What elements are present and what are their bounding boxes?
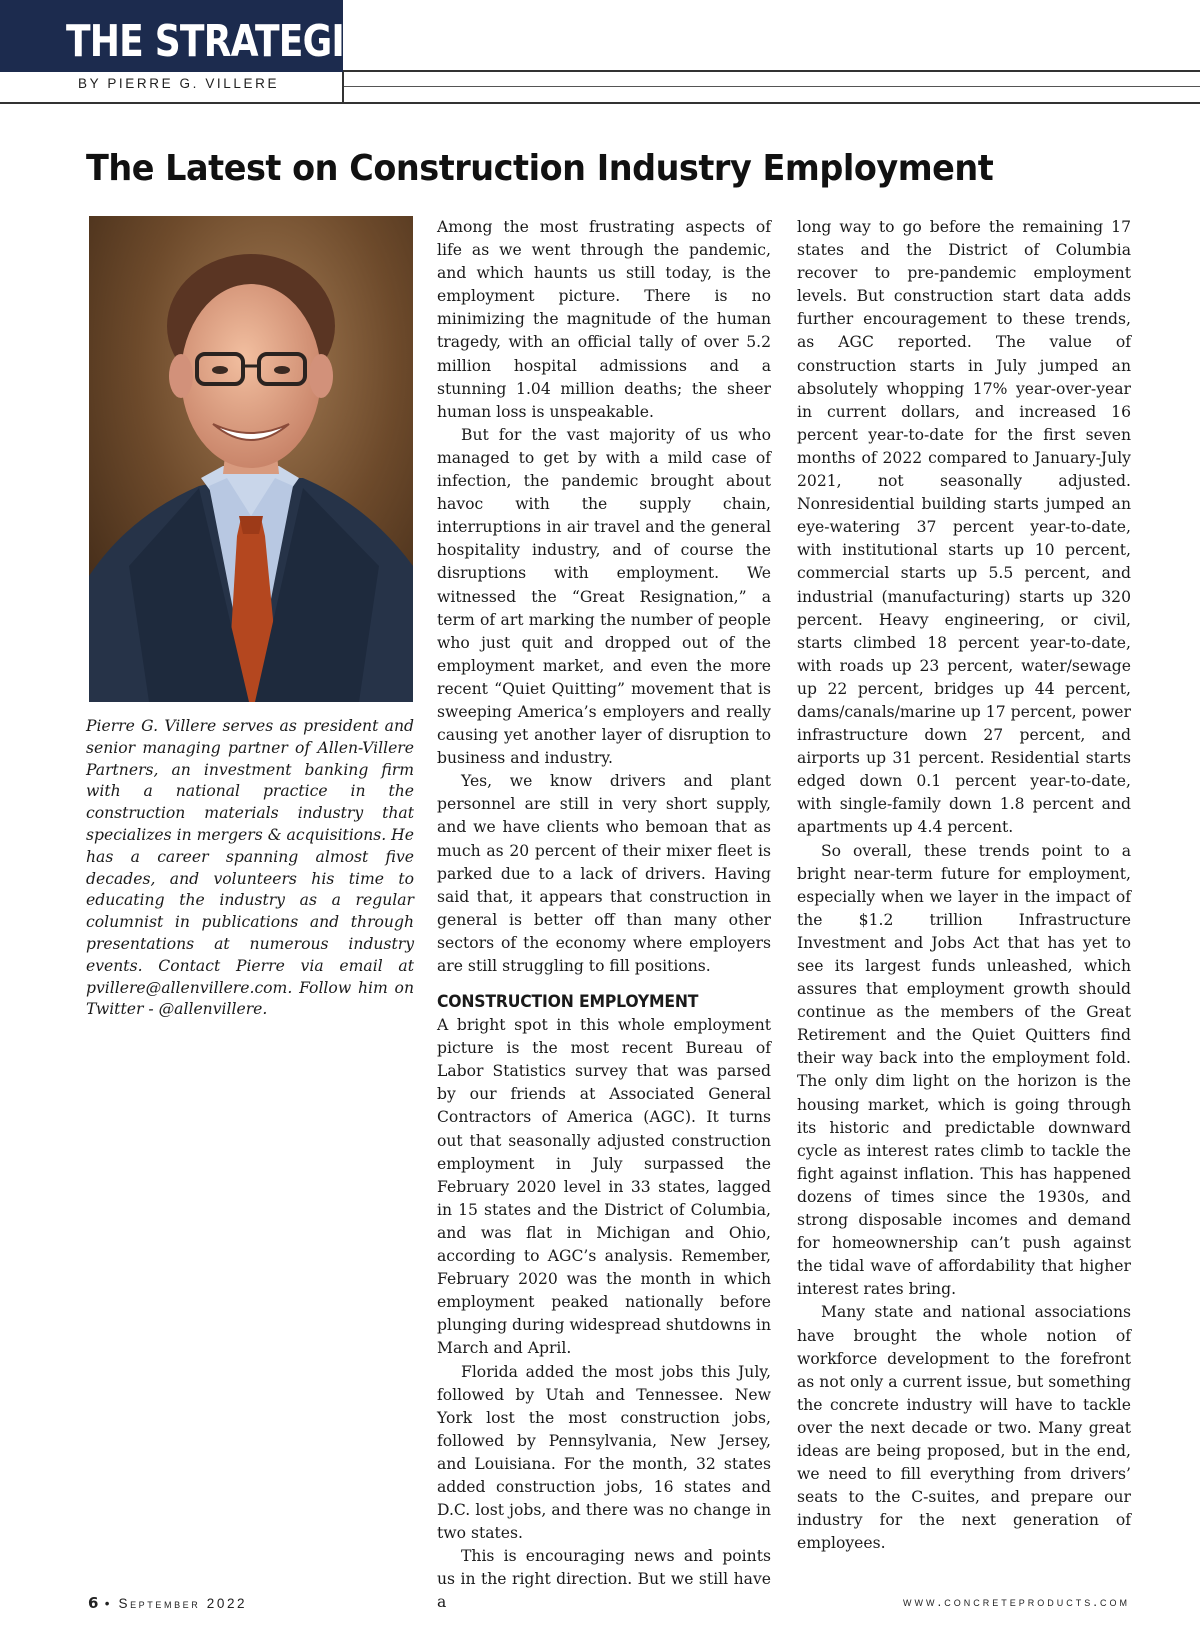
- masthead: [0, 0, 1200, 106]
- paragraph: A bright spot in this whole employment picture is the most recent Bureau of Labor Statistics survey that was parsed by our friends at Associated General Contractors of America (AGC). It turns out that seasonally adjusted construction employment in July surpassed the February 2020 level in 33 states, lagged in 15 states and the District of Columbia, and was flat in Michigan and Ohio, according to AGC’s analysis. Remember, February 2020 was the month in which employment peaked nationally before plunging during widespread shutdowns in March and April.: [437, 1016, 772, 1358]
- paragraph: So overall, these trends point to a bright near-term future for employment, especially when we layer in the impact of the $1.2 trillion Infrastructure Investment and Jobs Act that has yet to see its largest funds unleashed, which assures that employment growth should continue as the members of the Great Retirement and the Quiet Quitters find their way back into the employment fold. The only dim light on the horizon is the housing market, which is going through its historic and predictable downward cycle as interest rates climb to tackle the fight against inflation. This has happened dozens of times since the 1930s, and strong disposable incomes and demand for homeownership can’t push against the tidal wave of affordability that higher interest rates bring.: [797, 841, 1131, 1299]
- section-subhead: CONSTRUCTION EMPLOYMENT: [437, 992, 699, 1013]
- article-headline: The Latest on Construction Industry Employment: [86, 148, 994, 189]
- author-portrait-photo: [89, 216, 413, 702]
- paragraph: Yes, we know drivers and plant personnel are still in very short supply, and we have clients who bemoan that as much as 20 percent of their mixer fleet is parked due to a lack of drivers. Having said that, it appears that construction in general is better off than many other sectors of the economy where employers are still struggling to fill positions.: [437, 772, 771, 975]
- rule-middle: [343, 86, 1200, 87]
- website-url: www.concreteproducts.com: [903, 1594, 1130, 1609]
- rule-bottom: [0, 102, 1200, 104]
- column-title: THE STRATEGIST: [66, 16, 393, 67]
- paragraph: This is encouraging news and points us in the right direction. But we still have a: [437, 1547, 771, 1612]
- article-column-1: [437, 216, 771, 1615]
- paragraph: Among the most frustrating aspects of life as we went through the pandemic, and which haunts us still today, is the employment picture. There is no minimizing the magnitude of the human tragedy, with an official tally of over 5.2 million hospital admissions and a stunning 1.04 million deaths; the sheer human loss is unspeakable.: [437, 218, 771, 421]
- rule-top: [343, 70, 1200, 72]
- article-column-2: [797, 216, 1131, 1555]
- paragraph: long way to go before the remaining 17 states and the District of Columbia recover to pre-pandemic employment levels. But construction start data adds further encouragement to these trends, as AGC reported. The value of construction starts in July jumped an absolutely whopping 17% year-over-year in current dollars, and increased 16 percent year-to-date for the first seven months of 2022 compared to January-July 2021, not seasonally adjusted. Nonresidential building starts jumped an eye-watering 37 percent year-to-date, with institutional starts up 10 percent, commercial starts up 5.5 percent, and industrial (manufacturing) starts up 320 percent. Heavy engineering, or civil, starts climbed 18 percent year-to-date, with roads up 23 percent, water/sewage up 22 percent, bridges up 44 percent, dams/canals/marine up 17 percent, power infrastructure down 27 percent, and airports up 31 percent. Residential starts edged down 0.1 percent year-to-date, with single-family down 1.8 percent and apartments up 4.4 percent.: [797, 218, 1131, 837]
- folio: [88, 1594, 247, 1612]
- paragraph: Florida added the most jobs this July, followed by Utah and Tennessee. New York lost the most construction jobs, followed by Pennsylvania, New Jersey, and Louisiana. For the month, 32 states added construction jobs, 16 states and D.C. lost jobs, and there was no change in two states.: [437, 1362, 771, 1543]
- paragraph: But for the vast majority of us who managed to get by with a mild case of infection, the pandemic brought about havoc with the supply chain, interruptions in air travel and the general hospitality industry, and of course the disruptions with employment. We witnessed the “Great Resignation,” a term of art marking the number of people who just quit and dropped out of the employment market, and even the more recent “Quiet Quitting” movement that is sweeping America’s employers and really causing yet another layer of disruption to business and industry.: [437, 425, 771, 768]
- issue-date: September 2022: [118, 1596, 248, 1611]
- paragraph: Many state and national associations have brought the whole notion of workforce development to the forefront as not only a current issue, but something the concrete industry will have to tackle over the next decade or two. Many great ideas are being proposed, but in the end, we need to fill everything from drivers’ seats to the C-suites, and prepare our industry for the next generation of employees.: [797, 1303, 1131, 1553]
- page-number: 6: [88, 1594, 99, 1612]
- folio-separator: •: [98, 1596, 119, 1611]
- rule-vertical: [342, 72, 344, 104]
- portrait-icon: [89, 216, 413, 702]
- byline: BY PIERRE G. VILLERE: [78, 76, 280, 91]
- author-bio-caption: Pierre G. Villere serves as president and senior managing partner of Allen-Villere Partners, an investment banking firm with a national practice in the construction materials industry that specializes in mergers & acquisitions. He has a career spanning almost five decades, and volunteers his time to educating the industry as a regular columnist in publications and through presentations at numerous industry events. Contact Pierre via email at pvillere@allenvillere.com. Follow him on Twitter - @allenvillere.: [86, 717, 414, 1019]
